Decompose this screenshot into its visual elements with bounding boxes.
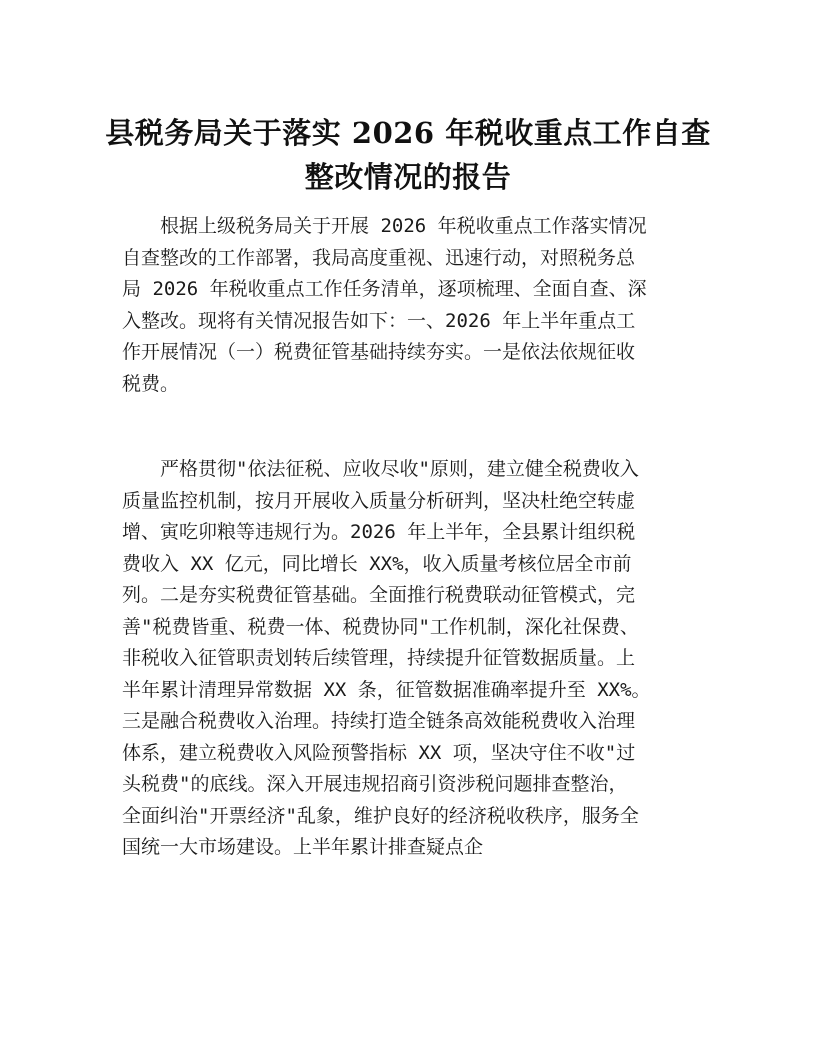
paragraph-line: 国统一大市场建设。上半年累计排查疑点企	[122, 836, 484, 858]
paragraph-1	[122, 211, 702, 400]
paragraph-line: 根据上级税务局关于开展 2026 年税收重点工作落实情况	[122, 215, 647, 237]
paragraph-line: 入整改。现将有关情况报告如下：一、2026 年上半年重点工	[122, 309, 636, 332]
paragraph-line: 全面纠治"开票经济"乱象，维护良好的经济税收秩序，服务全	[122, 804, 639, 827]
paragraph-line: 局 2026 年税收重点工作任务清单，逐项梳理、全面自查、深	[122, 278, 647, 300]
title-line-2: 整改情况的报告	[304, 160, 512, 194]
paragraph-line: 严格贯彻"依法征税、应收尽收"原则，建立健全税费收入	[122, 458, 639, 480]
paragraph-line: 三是融合税费收入治理。持续打造全链条高效能税费收入治理	[122, 710, 636, 732]
paragraph-line: 半年累计清理异常数据 XX 条，征管数据准确率提升至 XX%。	[122, 678, 651, 701]
paragraph-line: 费收入 XX 亿元，同比增长 XX%，收入质量考核位居全市前	[122, 552, 632, 575]
paragraph-line: 体系，建立税费收入风险预警指标 XX 项，坚决守住不收"过	[122, 741, 636, 764]
title-line-1: 县税务局关于落实 2026 年税收重点工作自查	[105, 116, 711, 150]
paragraph-line: 自查整改的工作部署，我局高度重视、迅速行动，对照税务总	[122, 246, 636, 269]
paragraph-line: 列。二是夯实税费征管基础。全面推行税费联动征管模式，完	[122, 584, 636, 606]
paragraph-line: 质量监控机制，按月开展收入质量分析研判，坚决杜绝空转虚	[122, 489, 636, 512]
paragraph-line: 善"税费皆重、税费一体、税费协同"工作机制，深化社保费、	[122, 615, 639, 638]
paragraph-line: 税费。	[122, 372, 180, 395]
paragraph-line: 增、寅吃卯粮等违规行为。2026 年上半年，全县累计组织税	[122, 521, 636, 543]
paragraph-line: 头税费"的底线。深入开展违规招商引资涉税问题排查整治，	[122, 773, 628, 795]
paragraph-line: 作开展情况（一）税费征管基础持续夯实。一是依法依规征收	[122, 341, 636, 363]
paragraph-2	[122, 454, 702, 864]
paragraph-line: 非税收入征管职责划转后续管理，持续提升征管数据质量。上	[122, 647, 636, 669]
document-title	[100, 111, 716, 199]
